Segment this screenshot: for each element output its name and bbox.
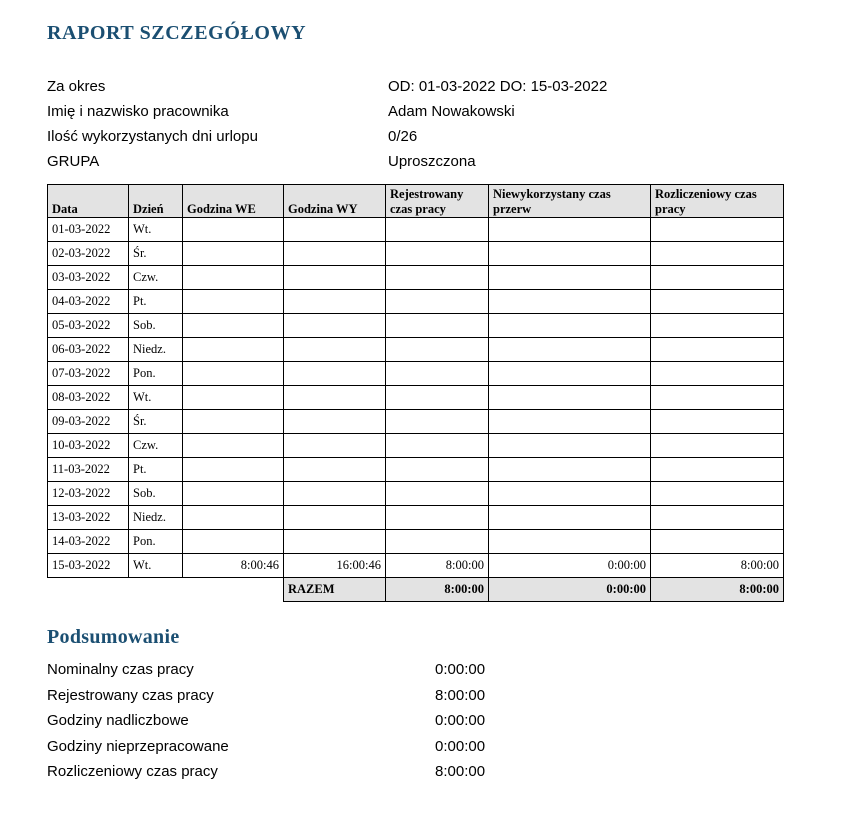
total-spacer (48, 578, 284, 602)
table-header-row (48, 185, 784, 218)
column-header: Rejestrowany czas pracy (386, 185, 489, 218)
table-row (48, 314, 784, 338)
column-header: Data (48, 185, 129, 218)
cell-date: 12-03-2022 (48, 482, 129, 506)
cell-settlement-time (651, 314, 784, 338)
cell-date: 01-03-2022 (48, 218, 129, 242)
cell-settlement-time (651, 386, 784, 410)
table-row (48, 458, 784, 482)
summary-label: Godziny nadliczbowe (47, 712, 189, 729)
cell-time-in (183, 338, 284, 362)
cell-registered-time (386, 434, 489, 458)
cell-day: Śr. (129, 410, 183, 434)
cell-settlement-time: 8:00:00 (651, 554, 784, 578)
meta-label: Ilość wykorzystanych dni urlopu (47, 128, 258, 145)
cell-date: 04-03-2022 (48, 290, 129, 314)
cell-time-in (183, 458, 284, 482)
cell-unused-breaks (489, 410, 651, 434)
meta-value: OD: 01-03-2022 DO: 15-03-2022 (388, 78, 608, 95)
total-registered-time: 8:00:00 (386, 578, 489, 602)
cell-date: 03-03-2022 (48, 266, 129, 290)
cell-time-in (183, 482, 284, 506)
table-total-row (48, 578, 784, 602)
table-row (48, 506, 784, 530)
cell-day: Pon. (129, 362, 183, 386)
cell-settlement-time (651, 242, 784, 266)
cell-time-in (183, 314, 284, 338)
table-row (48, 482, 784, 506)
meta-value: 0/26 (388, 128, 418, 145)
cell-unused-breaks (489, 362, 651, 386)
cell-registered-time (386, 338, 489, 362)
column-header: Niewykorzystany czas przerw (489, 185, 651, 218)
meta-label: Imię i nazwisko pracownika (47, 103, 229, 120)
cell-time-in (183, 242, 284, 266)
cell-date: 15-03-2022 (48, 554, 129, 578)
cell-day: Wt. (129, 386, 183, 410)
table-row (48, 218, 784, 242)
cell-unused-breaks (489, 458, 651, 482)
summary-row (47, 708, 816, 734)
cell-day: Wt. (129, 554, 183, 578)
cell-time-out (284, 482, 386, 506)
cell-date: 11-03-2022 (48, 458, 129, 482)
summary-title: Podsumowanie (47, 626, 180, 648)
cell-unused-breaks (489, 266, 651, 290)
cell-time-in (183, 434, 284, 458)
cell-day: Sob. (129, 482, 183, 506)
total-label: RAZEM (284, 578, 386, 602)
time-report-table (47, 184, 784, 602)
total-unused-breaks: 0:00:00 (489, 578, 651, 602)
cell-time-in (183, 506, 284, 530)
cell-date: 08-03-2022 (48, 386, 129, 410)
meta-row (47, 124, 816, 149)
cell-day: Pt. (129, 290, 183, 314)
cell-time-in (183, 386, 284, 410)
cell-day: Wt. (129, 218, 183, 242)
cell-time-out (284, 434, 386, 458)
cell-day: Pt. (129, 458, 183, 482)
cell-settlement-time (651, 362, 784, 386)
cell-time-out (284, 242, 386, 266)
cell-time-out (284, 218, 386, 242)
cell-time-out (284, 530, 386, 554)
cell-date: 02-03-2022 (48, 242, 129, 266)
total-settlement-time: 8:00:00 (651, 578, 784, 602)
cell-date: 07-03-2022 (48, 362, 129, 386)
meta-value: Uproszczona (388, 153, 476, 170)
cell-time-in (183, 362, 284, 386)
cell-registered-time (386, 242, 489, 266)
cell-settlement-time (651, 266, 784, 290)
summary-row (47, 683, 816, 709)
cell-time-in (183, 530, 284, 554)
column-header: Godzina WE (183, 185, 284, 218)
table-row (48, 434, 784, 458)
cell-registered-time (386, 314, 489, 338)
cell-date: 06-03-2022 (48, 338, 129, 362)
report-title: RAPORT SZCZEGÓŁOWY (47, 22, 307, 44)
cell-day: Niedz. (129, 506, 183, 530)
cell-settlement-time (651, 434, 784, 458)
table-row (48, 290, 784, 314)
cell-time-out: 16:00:46 (284, 554, 386, 578)
cell-time-out (284, 410, 386, 434)
cell-time-out (284, 314, 386, 338)
cell-day: Sob. (129, 314, 183, 338)
summary-value: 0:00:00 (435, 661, 486, 678)
summary-label: Nominalny czas pracy (47, 661, 194, 678)
cell-unused-breaks (489, 242, 651, 266)
table-row (48, 386, 784, 410)
column-header: Dzień (129, 185, 183, 218)
cell-time-out (284, 386, 386, 410)
cell-registered-time: 8:00:00 (386, 554, 489, 578)
cell-unused-breaks (489, 290, 651, 314)
cell-unused-breaks (489, 386, 651, 410)
cell-date: 05-03-2022 (48, 314, 129, 338)
cell-settlement-time (651, 530, 784, 554)
cell-unused-breaks (489, 530, 651, 554)
meta-row (47, 99, 816, 124)
cell-registered-time (386, 458, 489, 482)
cell-unused-breaks (489, 482, 651, 506)
summary-row (47, 734, 816, 760)
report-meta (47, 74, 816, 174)
cell-settlement-time (651, 506, 784, 530)
cell-day: Czw. (129, 434, 183, 458)
cell-time-out (284, 458, 386, 482)
cell-time-out (284, 362, 386, 386)
cell-day: Niedz. (129, 338, 183, 362)
summary-label: Rejestrowany czas pracy (47, 686, 214, 704)
meta-label: Za okres (47, 78, 106, 95)
table-row (48, 242, 784, 266)
summary-list (47, 657, 816, 785)
summary-row (47, 759, 816, 785)
table-row (48, 410, 784, 434)
cell-registered-time (386, 266, 489, 290)
cell-unused-breaks (489, 314, 651, 338)
column-header: Godzina WY (284, 185, 386, 218)
cell-settlement-time (651, 218, 784, 242)
summary-row (47, 657, 816, 683)
cell-time-in (183, 266, 284, 290)
cell-settlement-time (651, 482, 784, 506)
cell-time-out (284, 338, 386, 362)
cell-unused-breaks (489, 434, 651, 458)
cell-time-out (284, 290, 386, 314)
meta-row (47, 149, 816, 174)
cell-time-in: 8:00:46 (183, 554, 284, 578)
cell-date: 14-03-2022 (48, 530, 129, 554)
cell-time-out (284, 266, 386, 290)
meta-value: Adam Nowakowski (388, 103, 515, 120)
cell-settlement-time (651, 410, 784, 434)
cell-date: 10-03-2022 (48, 434, 129, 458)
summary-value: 8:00:00 (435, 686, 486, 704)
column-header: Rozliczeniowy czas pracy (651, 185, 784, 218)
cell-time-in (183, 410, 284, 434)
table-row (48, 530, 784, 554)
summary-value: 8:00:00 (435, 763, 486, 780)
summary-value: 0:00:00 (435, 737, 486, 755)
cell-registered-time (386, 530, 489, 554)
table-row (48, 266, 784, 290)
table-row (48, 338, 784, 362)
cell-unused-breaks (489, 506, 651, 530)
cell-unused-breaks (489, 218, 651, 242)
cell-day: Czw. (129, 266, 183, 290)
cell-registered-time (386, 386, 489, 410)
cell-unused-breaks: 0:00:00 (489, 554, 651, 578)
cell-date: 13-03-2022 (48, 506, 129, 530)
meta-label: GRUPA (47, 153, 100, 170)
cell-unused-breaks (489, 338, 651, 362)
cell-settlement-time (651, 290, 784, 314)
cell-registered-time (386, 218, 489, 242)
summary-label: Rozliczeniowy czas pracy (47, 763, 218, 780)
table-row (48, 554, 784, 578)
cell-day: Pon. (129, 530, 183, 554)
summary-value: 0:00:00 (435, 712, 486, 729)
cell-settlement-time (651, 458, 784, 482)
cell-registered-time (386, 506, 489, 530)
cell-date: 09-03-2022 (48, 410, 129, 434)
cell-registered-time (386, 410, 489, 434)
cell-time-in (183, 218, 284, 242)
cell-settlement-time (651, 338, 784, 362)
cell-registered-time (386, 362, 489, 386)
cell-time-out (284, 506, 386, 530)
summary-label: Godziny nieprzepracowane (47, 737, 229, 755)
table-row (48, 362, 784, 386)
cell-registered-time (386, 482, 489, 506)
cell-time-in (183, 290, 284, 314)
cell-registered-time (386, 290, 489, 314)
cell-day: Śr. (129, 242, 183, 266)
meta-row (47, 74, 816, 99)
